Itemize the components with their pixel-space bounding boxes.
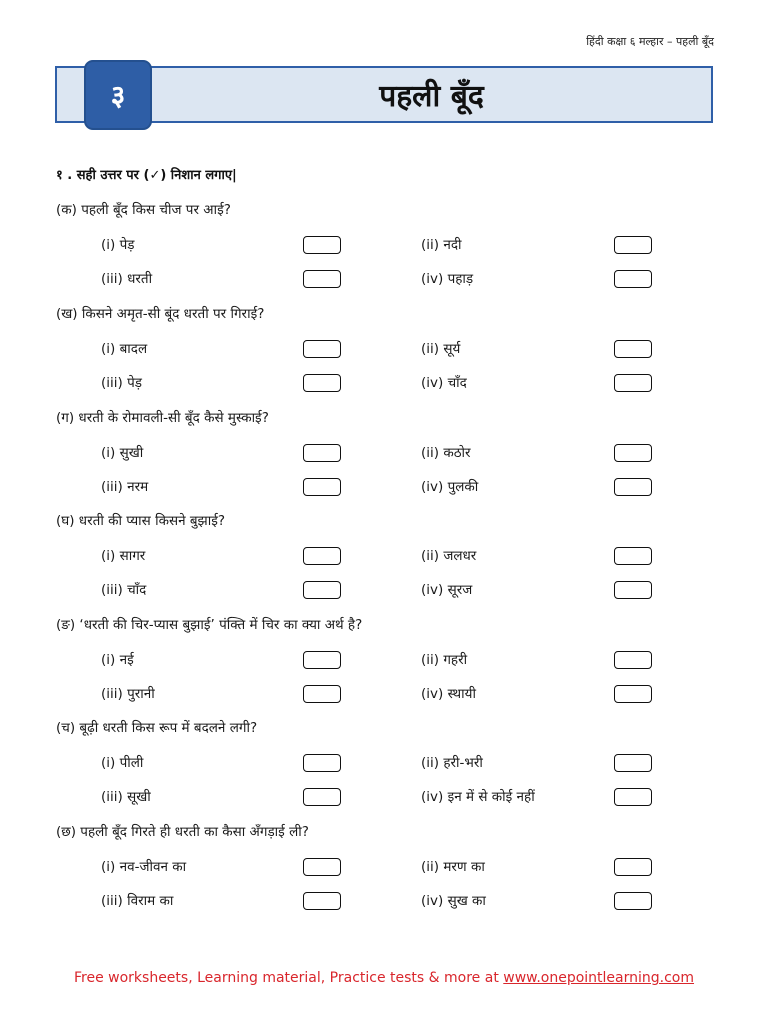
question-text: (घ) धरती की प्यास किसने बुझाई? — [56, 513, 226, 529]
chapter-title: पहली बूँद — [379, 79, 484, 114]
answer-checkbox[interactable] — [614, 858, 652, 876]
option-label: (ii) गहरी — [421, 652, 468, 668]
answer-checkbox[interactable] — [614, 754, 652, 772]
question-text: (ख) किसने अमृत-सी बूंद धरती पर गिराई? — [56, 306, 265, 322]
answer-checkbox[interactable] — [614, 892, 652, 910]
footer-text: Free worksheets, Learning material, Practice tests & more at — [73, 970, 504, 986]
answer-checkbox[interactable] — [614, 340, 652, 358]
answer-checkbox[interactable] — [303, 651, 341, 669]
answer-checkbox[interactable] — [303, 236, 341, 254]
option-label: (ii) सूर्य — [421, 341, 461, 357]
answer-checkbox[interactable] — [614, 374, 652, 392]
option-label: (i) नव-जीवन का — [101, 859, 187, 875]
answer-checkbox[interactable] — [614, 478, 652, 496]
option-label: (iv) पहाड़ — [421, 271, 474, 287]
answer-checkbox[interactable] — [614, 270, 652, 288]
option-label: (iii) चाँद — [101, 582, 147, 598]
option-label: (i) पेड़ — [101, 237, 135, 253]
footer — [0, 970, 768, 986]
question-text: (च) बूढ़ी धरती किस रूप में बदलने लगी? — [56, 720, 258, 736]
option-label: (iii) पेड़ — [101, 375, 142, 391]
answer-checkbox[interactable] — [303, 685, 341, 703]
option-label: (i) बादल — [101, 341, 148, 357]
answer-checkbox[interactable] — [303, 478, 341, 496]
option-label: (iii) विराम का — [101, 893, 174, 909]
answer-checkbox[interactable] — [303, 892, 341, 910]
answer-checkbox[interactable] — [614, 788, 652, 806]
option-label: (iv) स्थायी — [421, 686, 476, 702]
question-text: (छ) पहली बूँद गिरते ही धरती का कैसा अँगड़ाई ली? — [56, 824, 309, 840]
question-text: (ङ) ‘धरती की चिर-प्यास बुझाई’ पंक्ति में चिर का क्या अर्थ है? — [56, 617, 363, 633]
answer-checkbox[interactable] — [303, 270, 341, 288]
option-label: (ii) मरण का — [421, 859, 485, 875]
option-label: (i) नई — [101, 652, 134, 668]
answer-checkbox[interactable] — [303, 754, 341, 772]
answer-checkbox[interactable] — [303, 444, 341, 462]
answer-checkbox[interactable] — [614, 581, 652, 599]
answer-checkbox[interactable] — [303, 581, 341, 599]
answer-checkbox[interactable] — [303, 858, 341, 876]
answer-checkbox[interactable] — [303, 374, 341, 392]
answer-checkbox[interactable] — [303, 788, 341, 806]
answer-checkbox[interactable] — [614, 547, 652, 565]
option-label: (i) सागर — [101, 548, 146, 564]
option-label: (iv) पुलकी — [421, 479, 479, 495]
footer-link[interactable]: www.onepointlearning.com — [503, 970, 695, 986]
answer-checkbox[interactable] — [614, 651, 652, 669]
answer-checkbox[interactable] — [614, 236, 652, 254]
instruction: १ . सही उत्तर पर (✓) निशान लगाए| — [56, 168, 237, 183]
option-label: (ii) कठोर — [421, 445, 471, 461]
option-label: (iv) सूरज — [421, 582, 473, 598]
option-label: (iv) चाँद — [421, 375, 467, 391]
answer-checkbox[interactable] — [614, 444, 652, 462]
option-label: (iv) इन में से कोई नहीं — [421, 789, 535, 805]
option-label: (ii) जलधर — [421, 548, 477, 564]
option-label: (iii) पुरानी — [101, 686, 155, 702]
option-label: (iii) नरम — [101, 479, 149, 495]
answer-checkbox[interactable] — [614, 685, 652, 703]
answer-checkbox[interactable] — [303, 547, 341, 565]
option-label: (iv) सुख का — [421, 893, 486, 909]
option-label: (i) पीली — [101, 755, 144, 771]
question-text: (ग) धरती के रोमावली-सी बूँद कैसे मुस्काई? — [56, 410, 269, 426]
option-label: (ii) नदी — [421, 237, 462, 253]
question-text: (क) पहली बूँद किस चीज पर आई? — [56, 202, 231, 218]
option-label: (iii) सूखी — [101, 789, 151, 805]
header-note: हिंदी कक्षा ६ मल्हार – पहली बूँद — [586, 35, 714, 48]
option-label: (i) सुखी — [101, 445, 144, 461]
chapter-number-badge: ३ — [84, 60, 152, 130]
option-label: (iii) धरती — [101, 271, 153, 287]
answer-checkbox[interactable] — [303, 340, 341, 358]
option-label: (ii) हरी-भरी — [421, 755, 483, 771]
